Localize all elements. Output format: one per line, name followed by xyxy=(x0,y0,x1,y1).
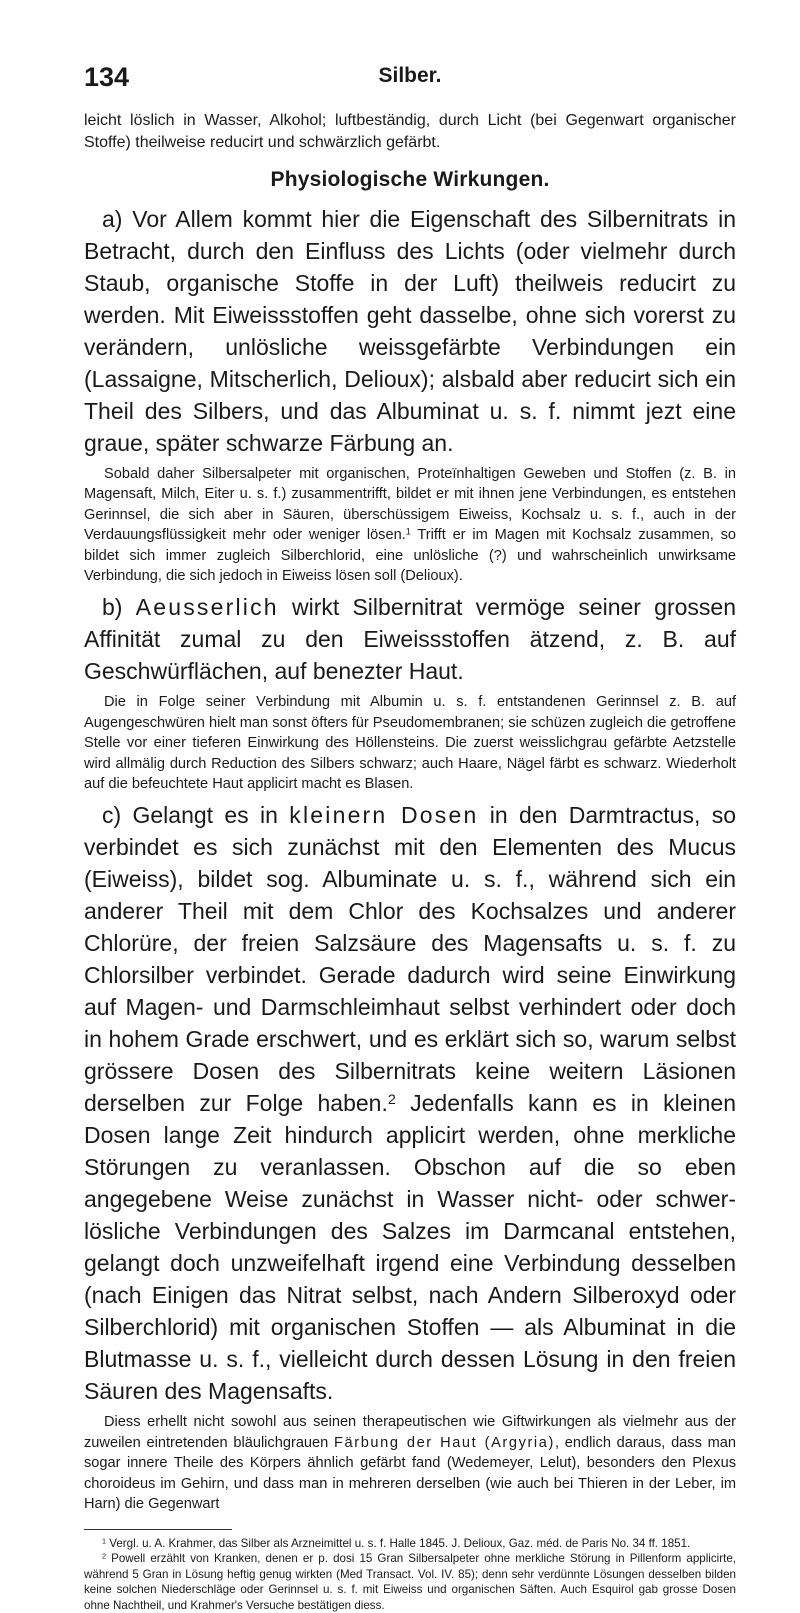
footnote-2-text: Powell erzählt von Kranken, denen er p. dosi 15 Gran Silbersalpeter ohne merkliche Störung in Pillenform applicirte, während 5 Gran in Lösung heftig genug wirkten (Med Transact. Vol. IV. 85); denn sehr verdünnte Lösungen desselben bilden keine solchen Niederschläge oder Gerinnsel u. s. f. mit Eiweiss und organischen Säften. Auch Esquirol gab grosse Dosen ohne Nachtheil, und Krahmer's Versuche bestätigen diess. xyxy=(84,1552,736,1612)
footnote-1-marker: 1 xyxy=(102,1535,106,1545)
paragraph-c-label: c) Gelangt es in xyxy=(102,802,290,829)
paragraph-c-text-2: Jedenfalls kann es in kleinen Dosen lange Zeit hindurch applicirt werden, ohne merkliche Störungen zu veranlassen. Obschon auf die so eben angegebene Weise zunächst in Wasser nicht- oder schwerlösliche Verbindungen des Salzes im Darmcanal entstehen, gelangt doch unzweifelhaft irgend eine Verbindung desselben (nach Einigen das Nitrat selbst, nach Andern Silberoxyd oder Silberchlorid) mit organischen Stoffen — als Albuminat in die Blutmasse u. s. f., vielleicht durch dessen Lösung in den freien Säuren des Magensafts. xyxy=(84,1090,736,1405)
paragraph-b-text: wirkt Silbernitrat vermöge seiner grossen Affinität zumal zu den Eiweissstoffen ätzend, z. B. auf Geschwürflächen, auf benezter Haut. xyxy=(84,594,737,685)
section-heading: Physiologische Wirkungen. xyxy=(270,168,550,191)
footnote-1-text: Vergl. u. A. Krahmer, das Silber als Arzneimittel u. s. f. Halle 1845. J. Delioux, Gaz. méd. de Paris No. 34 ff. 1851. xyxy=(106,1536,691,1550)
paragraph-a: a) Vor Allem kommt hier die Eigenschaft des Silbernitrats in Betracht, durch den Einfluss des Lichts (oder vielmehr durch Staub, organische Stoffe in der Luft) theilweis reducirt zu werden. Mit Eiweissstoffen geht dasselbe, ohne sich vorerst zu verändern, unlösliche weissgefärbte Verbindungen ein (Lassaigne, Mitscherlich, Delioux); alsbald aber reducirt sich ein Theil des Silbers, und das Albuminat u. s. f. nimmt jezt eine graue, später schwarze Färbung an. xyxy=(84,206,736,456)
footnote-ref-2: 2 xyxy=(387,1092,396,1109)
paragraph-c-detail-text-1: Diess erhellt nicht sowohl aus seinen therapeutischen wie Giftwirkungen als vielmehr aus der zuweilen eintretenden bläulichgrauen xyxy=(84,1414,736,1451)
intro-paragraph: leicht löslich in Wasser, Alkohol; luftbeständig, durch Licht (bei Gegenwart organischer Stoffe) theilweise reducirt und schwärzlich gefärbt. xyxy=(84,112,736,151)
paragraph-c-detail-emphasis: Färbung der Haut (Argyria) xyxy=(334,1434,555,1451)
paragraph-b xyxy=(84,591,736,687)
paragraph-c-detail-text-2: , endlich daraus, dass man sogar innere Theile des Körpers ähnlich gefärbt fand (Wedemeyer, Lelut), besonders den Plexus choroideus im Gehirn, und dass man in mehreren derselben (wie auch bei Thieren in der Leber, im Harn) die Gegenwart xyxy=(84,1434,736,1513)
footnote-ref-1: 1 xyxy=(405,526,411,537)
paragraph-b-detail: Die in Folge seiner Verbindung mit Albumin u. s. f. entstandenen Gerinnsel z. B. auf Augengeschwüren hielt man sonst öfters für Pseudomembranen; sie schüzen zugleich die getroffene Stelle vor einer tieferen Einwirkung des Höllensteins. Die zuerst weisslichgrau gefärbte Aetzstelle wird allmälig durch Reduction des Silbers schwarz; auch Haare, Nägel färbt es schwarz. Wiederholt auf die befeuchtete Haut applicirt macht es Blasen. xyxy=(84,694,736,793)
paragraph-c-text-1: in den Darmtractus, so verbindet es sich zunächst mit den Elementen des Mucus (Eiweiss), bildet sog. Albuminate u. s. f., während sich ein anderer Theil mit dem Chlor des Kochsalzes und anderer Chlorüre, der freien Salzsäure des Magensafts u. s. f. zu Chlorsilber verbindet. Gerade dadurch wird seine Einwirkung auf Magen- und Darmschleimhaut selbst verhindert oder doch in hohem Grade erschwert, und es erklärt sich so, warum selbst grössere Dosen des Silbernitrats keine weitern Läsionen derselben zur Folge haben. xyxy=(84,802,736,1117)
paragraph-a-detail xyxy=(84,464,736,586)
paragraph-a-detail-text-1: Sobald daher Silbersalpeter mit organischen, Proteïnhaltigen Geweben und Stoffen (z. B. in Magensaft, Milch, Eiter u. s. f.) zusammentrifft, bildet er mit ihnen jene Verbindungen, es entstehen Gerinnsel, die sich aber in Säuren, überschüssigem Eiweiss, Kochsalz u. s. f., auch in der Verdauungsflüssigkeit mehr oder weniger lösen. xyxy=(84,466,736,544)
running-title: Silber. xyxy=(378,64,442,87)
paragraph-b-emphasis: Aeusserlich xyxy=(135,594,279,621)
footnote-1 xyxy=(84,1536,736,1552)
running-head xyxy=(84,62,736,92)
paragraph-c-emphasis: kleinern Dosen xyxy=(289,802,479,829)
paragraph-b-label: b) xyxy=(102,594,136,621)
footnote-divider xyxy=(84,1529,232,1530)
page-content xyxy=(84,110,736,1613)
footnote-2 xyxy=(84,1551,736,1613)
footnote-2-marker: 2 xyxy=(102,1551,106,1561)
paragraph-c xyxy=(84,799,736,1407)
page-number: 134 xyxy=(84,62,130,92)
paragraph-c-detail xyxy=(84,1412,736,1514)
paragraph-a-detail-text-2: Trifft er im Magen mit Kochsalz zusammen, so bildet sich immer zugleich Silberchlorid, eine unlösliche (?) und wahrscheinlich unwirksame Verbindung, die sich jedoch in Eiweiss lösen soll (Delioux). xyxy=(84,527,736,585)
